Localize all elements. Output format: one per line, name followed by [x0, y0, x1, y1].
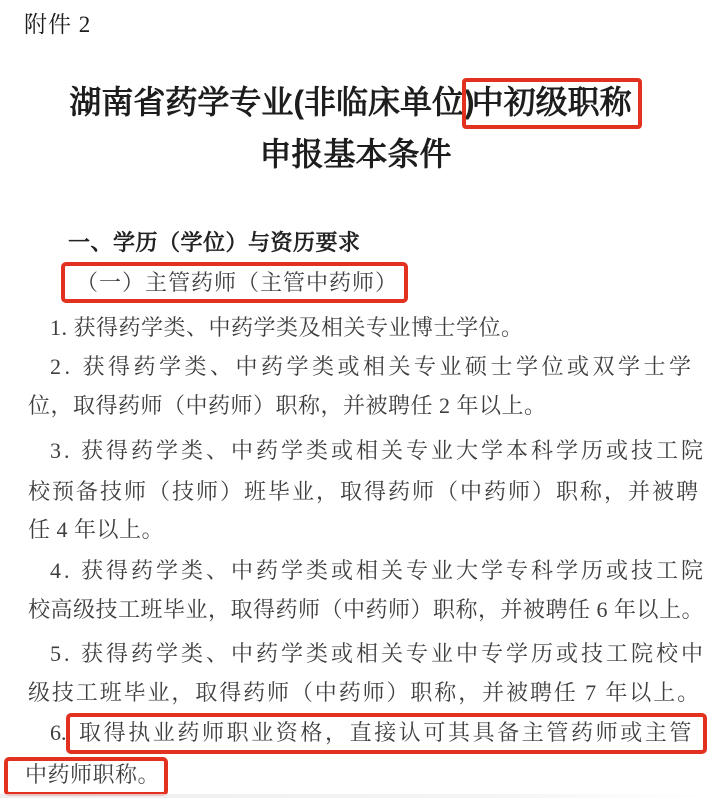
body-line-item6-1: 取得执业药师职业资格，直接认可其具备主管药师或主管 [79, 720, 695, 745]
document-title-line2: 申报基本条件 [259, 136, 452, 172]
body-line-item2-1: 2. 获得药学类、中药学类或相关专业硕士学位或双学士学 [50, 354, 695, 379]
title-text: 湖南省药学专业(非临床单位) [69, 84, 475, 120]
body-line-item6-number: 6. [50, 720, 67, 745]
scan-artifact [0, 794, 711, 798]
body-line-item6-2: 中药师职称。 [25, 762, 161, 787]
document-title [0, 77, 711, 179]
subsection-heading: （一）主管药师（主管中药师） [76, 270, 399, 295]
section-heading: 一、学历（学位）与资历要求 [68, 230, 361, 255]
body-line-item5-2: 级技工班毕业，取得药师（中药师）职称，并被聘任 7 年以上。 [28, 680, 702, 705]
body-line-item3-2: 校预备技师（技师）班毕业，取得药师（中药师）职称，并被聘 [28, 479, 701, 504]
body-line-item4-2: 校高级技工班毕业，取得药师（中药师）职称，并被聘任 6 年以上。 [28, 597, 705, 622]
body-line-item3-3: 任 4 年以上。 [28, 517, 165, 542]
body-line-item4-1: 4. 获得药学类、中药学类或相关专业大学专科学历或技工院 [50, 558, 707, 583]
body-line-item5-1: 5. 获得药学类、中药学类或相关专业中专学历或技工院校中 [50, 641, 707, 666]
body-line-item1: 1. 获得药学类、中药学类及相关专业博士学位。 [50, 315, 524, 340]
attachment-label: 附件 2 [24, 12, 92, 37]
title-highlight-box: 中初级职称 [462, 78, 642, 129]
body-line-item2-2: 位，取得药师（中药师）职称，并被聘任 2 年以上。 [28, 393, 547, 418]
body-line-item3-1: 3. 获得药学类、中药学类或相关专业大学本科学历或技工院 [50, 438, 707, 463]
document-title-line1 [0, 77, 711, 129]
